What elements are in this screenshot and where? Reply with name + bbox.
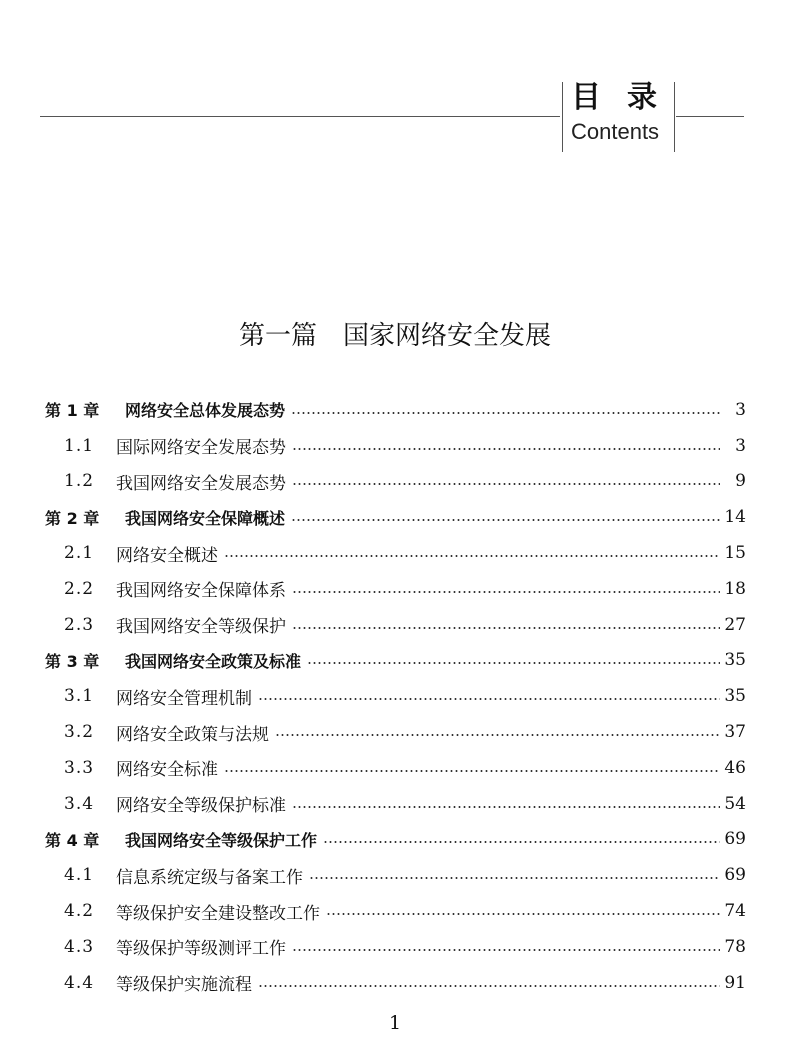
toc-title: 网络安全政策与法规 xyxy=(116,724,269,745)
toc-number: 3.4 xyxy=(64,793,95,814)
toc-page: 74 xyxy=(724,901,746,922)
toc-number: 1.2 xyxy=(64,471,95,492)
toc-number: 2.2 xyxy=(64,578,95,599)
toc-number: 4.3 xyxy=(64,936,95,957)
toc-leader xyxy=(275,734,720,736)
toc-chapter-2[interactable] xyxy=(45,499,746,535)
toc-page: 69 xyxy=(724,829,746,850)
toc-leader xyxy=(258,698,720,700)
toc-title: 等级保护安全建设整改工作 xyxy=(116,903,320,924)
toc-number: 第 4 章 xyxy=(45,830,100,850)
toc-page: 3 xyxy=(735,399,746,420)
toc-leader xyxy=(309,877,720,879)
page-number: 1 xyxy=(388,1012,402,1034)
toc-leader xyxy=(292,949,720,951)
toc-page: 3 xyxy=(735,435,746,456)
toc-number: 4.1 xyxy=(64,865,95,886)
toc-number: 第 2 章 xyxy=(45,508,100,528)
toc-leader xyxy=(307,662,720,664)
toc-title: 网络安全管理机制 xyxy=(116,688,252,709)
toc-title: 网络安全等级保护标准 xyxy=(116,796,286,817)
toc-number: 3.2 xyxy=(64,722,95,743)
toc-number: 第 3 章 xyxy=(45,651,100,671)
toc-title: 网络安全总体发展态势 xyxy=(125,401,286,421)
toc-number: 2.3 xyxy=(64,614,95,635)
part-title: 第一篇 国家网络安全发展 xyxy=(238,321,551,351)
toc-chapter-4[interactable] xyxy=(45,822,746,858)
toc-title: 我国网络安全保障体系 xyxy=(116,581,286,602)
toc-section-2-1[interactable] xyxy=(45,535,746,571)
toc-title: 网络安全标准 xyxy=(116,760,218,781)
toc-leader xyxy=(291,412,720,414)
toc-section-3-3[interactable] xyxy=(45,750,746,786)
toc-page: 54 xyxy=(724,793,746,814)
toc-page: 69 xyxy=(724,865,746,886)
toc-leader xyxy=(292,806,720,808)
toc-page: 27 xyxy=(724,614,746,635)
toc-page: 35 xyxy=(724,650,746,671)
toc-leader xyxy=(224,555,720,557)
toc-section-1-2[interactable] xyxy=(45,464,746,500)
toc-chapter-1[interactable] xyxy=(45,392,746,428)
toc-title: 我国网络安全政策及标准 xyxy=(125,651,302,671)
toc-leader xyxy=(291,519,720,521)
toc-section-3-1[interactable] xyxy=(45,678,746,714)
header-rule-right xyxy=(676,116,744,117)
toc-section-4-4[interactable] xyxy=(45,965,746,1001)
contents-heading: 目录 xyxy=(571,80,683,115)
toc-number: 1.1 xyxy=(64,435,95,456)
toc-page: 46 xyxy=(724,757,746,778)
toc-section-2-2[interactable] xyxy=(45,571,746,607)
toc-title: 信息系统定级与备案工作 xyxy=(116,867,303,888)
toc-page: 35 xyxy=(724,686,746,707)
toc-page: 37 xyxy=(724,722,746,743)
header-rule-left xyxy=(40,116,560,117)
toc-leader xyxy=(292,483,720,485)
toc-page: 15 xyxy=(724,543,746,564)
toc-chapter-3[interactable] xyxy=(45,643,746,679)
toc-section-4-3[interactable] xyxy=(45,929,746,965)
toc-leader xyxy=(292,448,720,450)
toc-section-4-2[interactable] xyxy=(45,893,746,929)
toc-title: 国际网络安全发展态势 xyxy=(116,438,286,459)
toc-leader xyxy=(326,913,720,915)
toc-section-3-2[interactable] xyxy=(45,714,746,750)
toc-number: 3.3 xyxy=(64,757,95,778)
toc-section-4-1[interactable] xyxy=(45,857,746,893)
toc-section-3-4[interactable] xyxy=(45,786,746,822)
toc-title: 我国网络安全保障概述 xyxy=(125,508,286,528)
toc-title: 我国网络安全发展态势 xyxy=(116,473,286,494)
toc-title: 我国网络安全等级保护工作 xyxy=(125,830,318,850)
toc-leader xyxy=(258,985,720,987)
toc-page: 78 xyxy=(724,936,746,957)
toc-number: 2.1 xyxy=(64,543,95,564)
toc-number: 3.1 xyxy=(64,686,95,707)
toc-leader xyxy=(292,591,720,593)
contents-subheading: Contents xyxy=(571,119,660,144)
toc-page: 9 xyxy=(735,471,746,492)
toc-number: 4.2 xyxy=(64,901,95,922)
toc-leader xyxy=(292,627,720,629)
toc-title: 网络安全概述 xyxy=(116,545,218,566)
toc-number: 4.4 xyxy=(64,972,95,993)
toc-page: 18 xyxy=(724,578,746,599)
toc-title: 我国网络安全等级保护 xyxy=(116,617,286,638)
toc-leader xyxy=(224,770,720,772)
toc-number: 第 1 章 xyxy=(45,401,100,421)
toc-leader xyxy=(323,841,720,843)
toc-title: 等级保护等级测评工作 xyxy=(116,939,286,960)
toc-title: 等级保护实施流程 xyxy=(116,975,252,996)
toc-section-1-1[interactable] xyxy=(45,428,746,464)
toc-page: 91 xyxy=(724,972,746,993)
toc-page: 14 xyxy=(724,507,746,528)
toc-section-2-3[interactable] xyxy=(45,607,746,643)
header-bar-left xyxy=(562,82,563,152)
table-of-contents xyxy=(45,392,746,1001)
